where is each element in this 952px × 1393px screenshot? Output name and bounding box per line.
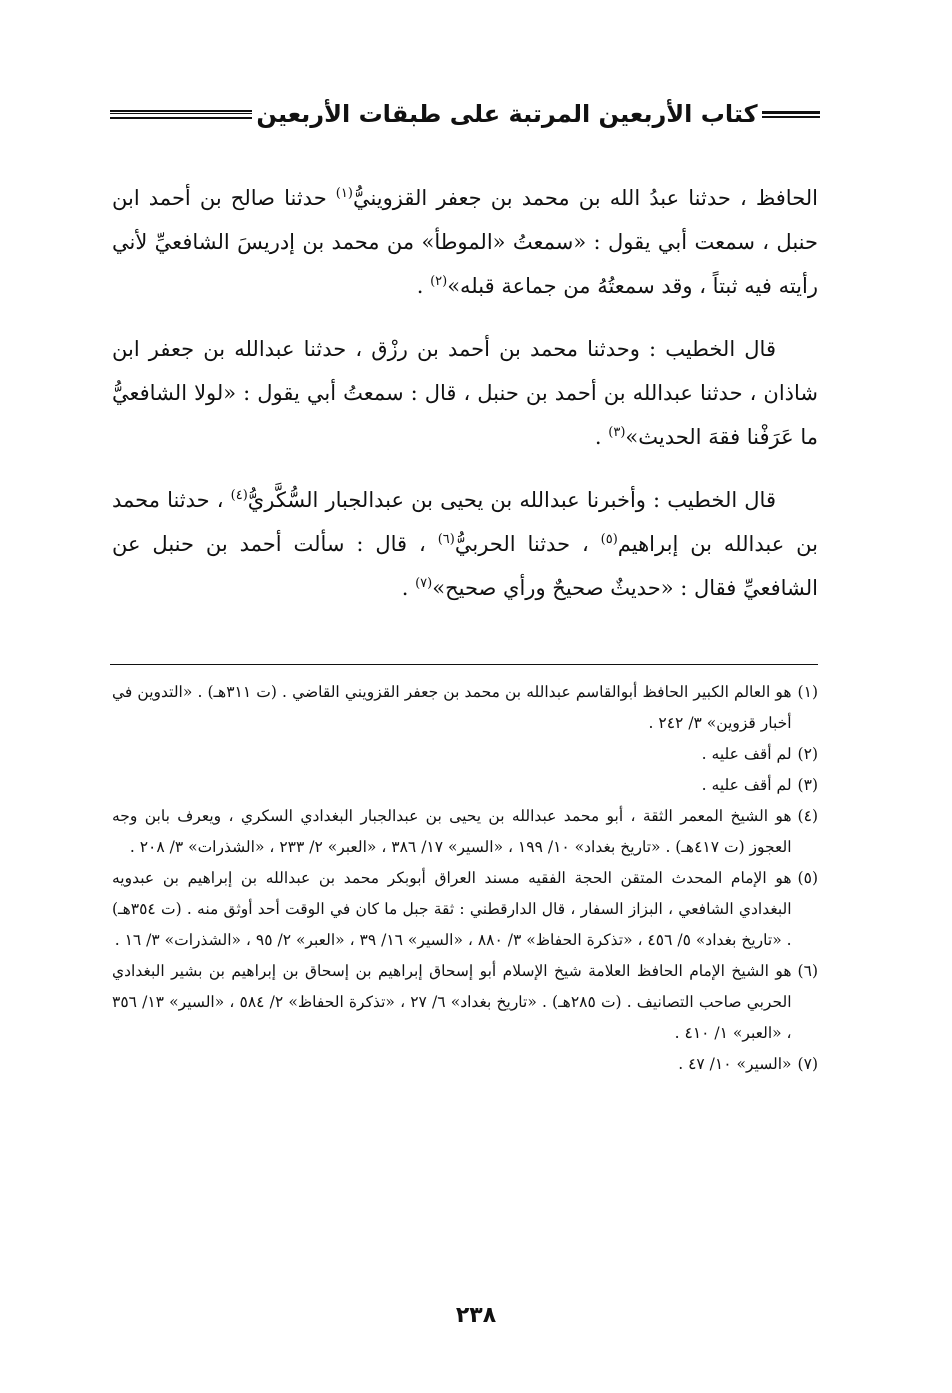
- text-segment: قال الخطيب : وحدثنا محمد بن أحمد بن رزْق ، حدثنا عبدالله بن جعفر ابن شاذان ، حدثنا عبدالله بن أحمد بن حنبل ، قال : سمعتُ أبي يقول : «لولا الشافعيُّ ما عَرَفْنا فقهَ الحديث»: [112, 337, 818, 449]
- footnotes: [112, 677, 818, 1080]
- footnote-number: (٢): [797, 745, 818, 763]
- footnote-number: (١): [797, 683, 818, 701]
- main-paragraph: [112, 176, 818, 308]
- footnote-ref: (١): [335, 186, 353, 201]
- footnote-ref: (٦): [437, 532, 455, 547]
- footnote-text: هو الإمام المحدث المتقن الحجة الفقيه مسند العراق أبوبكر محمد بن عبدالله بن إبراهيم بن عبدويه البغدادي الشافعي ، البزاز السفار ، قال الدارقطني : ثقة جبل ما كان في الوقت أحد أوثق منه . (ت ٣٥٤هـ) . «تاريخ بغداد» ٥/ ٤٥٦ ، «تذكرة الحفاظ» ٣/ ٨٨٠ ، «السير» ١٦/ ٣٩ ، «العبر» ٢/ ٩٥ ، «الشذرات» ٣/ ١٦ .: [112, 869, 792, 949]
- header-ornament-rule-left: [110, 110, 252, 119]
- main-paragraph: [112, 327, 818, 459]
- footnote-text: «السير» ١٠/ ٤٧ .: [678, 1055, 792, 1073]
- footnote-text: لم أقف عليه .: [701, 745, 792, 763]
- running-header-title: كتاب الأربعين المرتبة على طبقات الأربعين: [256, 100, 758, 128]
- text-segment: ، حدثنا الحربيُّ: [454, 532, 601, 556]
- footnote-number: (٦): [797, 962, 818, 980]
- text-segment: ، حدثنا محمد بن عبدالله بن إبراهيم: [112, 488, 818, 556]
- footnote-text: هو الشيخ المعمر الثقة ، أبو محمد عبدالله بن يحيى بن عبدالجبار البغدادي السكري ، ويعرف بابن وجه العجوز (ت ٤١٧هـ) . «تاريخ بغداد» ١٠/ ١٩٩ ، «السير» ١٧/ ٣٨٦ ، «العبر» ٢/ ٢٣٣ ، «الشذرات» ٣/ ٢٠٨ .: [112, 807, 792, 856]
- footnote-divider: [110, 664, 818, 665]
- footnote-item: [112, 863, 818, 956]
- running-header: [110, 92, 820, 136]
- main-paragraph: [112, 478, 818, 610]
- footnote-item: [112, 739, 818, 770]
- footnote-number: (٤): [797, 807, 818, 825]
- footnote-text: لم أقف عليه .: [701, 776, 792, 794]
- text-segment: قال الخطيب : وأخبرنا عبدالله بن يحيى بن عبدالجبار السُّكَّريُّ: [247, 488, 776, 512]
- footnote-item: [112, 801, 818, 863]
- footnote-item: [112, 1049, 818, 1080]
- footnote-item: [112, 677, 818, 739]
- text-segment: ، قال : سألت أحمد بن حنبل عن الشافعيِّ فقال : «حديثٌ صحيحٌ ورأي صحيح»: [112, 532, 818, 600]
- footnote-text: هو العالم الكبير الحافظ أبوالقاسم عبدالله بن محمد بن جعفر القزويني القاضي . (ت ٣١١هـ) . «التدوين في أخبار قزوين» ٣/ ٢٤٢ .: [112, 683, 792, 732]
- footnote-text: هو الشيخ الإمام الحافظ العلامة شيخ الإسلام أبو إسحاق إبراهيم بن إسحاق بن إبراهيم بن بشير البغدادي الحربي صاحب التصانيف . (ت ٢٨٥هـ) . «تاريخ بغداد» ٦/ ٢٧ ، «تذكرة الحفاظ» ٢/ ٥٨٤ ، «السير» ١٣/ ٣٥٦ ، «العبر» ١/ ٤١٠ .: [112, 962, 792, 1042]
- main-text: [112, 176, 818, 629]
- text-segment: .: [416, 274, 431, 298]
- footnote-item: [112, 956, 818, 1049]
- text-segment: .: [594, 425, 609, 449]
- footnote-ref: (٣): [608, 425, 626, 440]
- header-ornament-rule-right: [762, 111, 820, 118]
- footnote-ref: (٢): [430, 274, 448, 289]
- footnote-item: [112, 770, 818, 801]
- footnote-ref: (٧): [415, 576, 433, 591]
- text-segment: حدثنا صالح بن أحمد ابن حنبل ، سمعت أبي يقول : «سمعتُ «الموطأ» من محمد بن إدريسَ الشافعيِّ لأني رأيته فيه ثبتاً ، وقد سمعتُهُ من جماعة قبله»: [112, 186, 818, 298]
- footnote-ref: (٥): [600, 532, 618, 547]
- page-number: ٢٣٨: [455, 1303, 497, 1328]
- text-segment: .: [401, 576, 416, 600]
- footnote-number: (٥): [797, 869, 818, 887]
- footnote-number: (٧): [797, 1055, 818, 1073]
- footnote-number: (٣): [797, 776, 818, 794]
- text-segment: الحافظ ، حدثنا عبدُ الله بن محمد بن جعفر القزوينيُّ: [352, 186, 818, 210]
- footnote-ref: (٤): [230, 488, 248, 503]
